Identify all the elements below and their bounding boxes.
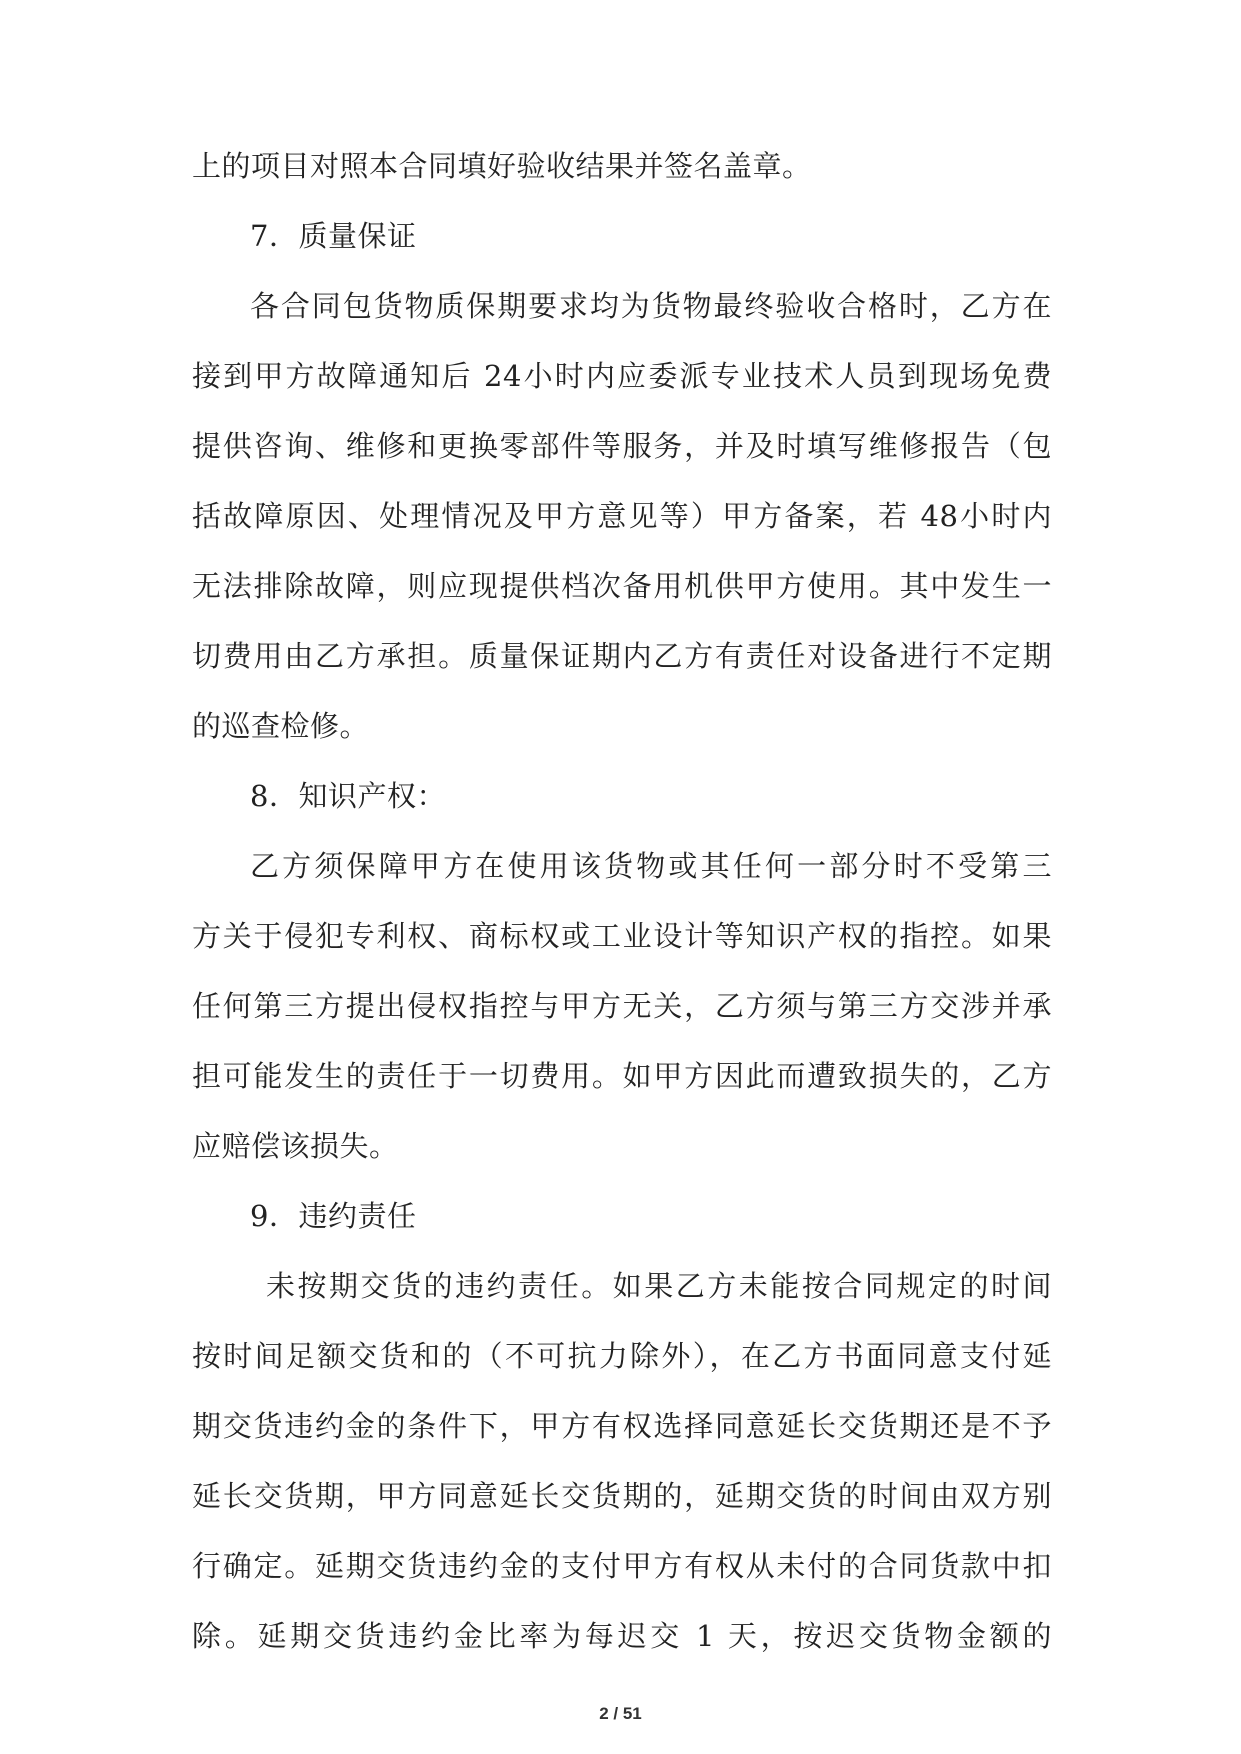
text-line-11: 乙方须保障甲方在使用该货物或其任何一部分时不受第三 (250, 849, 1052, 883)
text-line-18: 按时间足额交货和的（不可抗力除外），在乙方书面同意支付延 (192, 1339, 1052, 1373)
text-line-5: 提供咨询、维修和更换零部件等服务，并及时填写维修报告（包 (192, 429, 1052, 463)
text-line-12: 方关于侵犯专利权、商标权或工业设计等知识产权的指控。如果 (192, 919, 1052, 953)
text-line-7: 无法排除故障，则应现提供档次备用机供甲方使用。其中发生一 (192, 569, 1052, 603)
text-line-21: 行确定。延期交货违约金的支付甲方有权从未付的合同货款中扣 (192, 1549, 1052, 1583)
text-line-15: 应赔偿该损失。 (192, 1129, 399, 1163)
section-heading-intellectual-property: 8．知识产权： (250, 779, 446, 813)
text-line-19: 期交货违约金的条件下，甲方有权选择同意延长交货期还是不予 (192, 1409, 1052, 1443)
text-line-3: 各合同包货物质保期要求均为货物最终验收合格时，乙方在 (250, 289, 1052, 323)
text-line-9: 的巡查检修。 (192, 709, 370, 743)
text-line-22: 除。延期交货违约金比率为每迟交 1 天，按迟交货物金额的 (192, 1619, 1052, 1653)
text-line-17: 未按期交货的违约责任。如果乙方未能按合同规定的时间 (266, 1269, 1052, 1303)
text-line-6: 括故障原因、处理情况及甲方意见等）甲方备案，若 48小时内 (192, 499, 1052, 533)
text-line-8: 切费用由乙方承担。质量保证期内乙方有责任对设备进行不定期 (192, 639, 1052, 673)
text-line-4: 接到甲方故障通知后 24小时内应委派专业技术人员到现场免费 (192, 359, 1052, 393)
section-heading-breach-liability: 9．违约责任 (250, 1199, 417, 1233)
section-heading-quality-guarantee: 7．质量保证 (250, 219, 417, 253)
text-line-20: 延长交货期，甲方同意延长交货期的，延期交货的时间由双方别 (192, 1479, 1052, 1513)
text-line-1: 上的项目对照本合同填好验收结果并签名盖章。 (192, 149, 812, 183)
text-line-13: 任何第三方提出侵权指控与甲方无关，乙方须与第三方交涉并承 (192, 989, 1052, 1023)
page-number: 2 / 51 (599, 1704, 642, 1723)
text-line-14: 担可能发生的责任于一切费用。如甲方因此而遭致损失的，乙方 (192, 1059, 1052, 1093)
